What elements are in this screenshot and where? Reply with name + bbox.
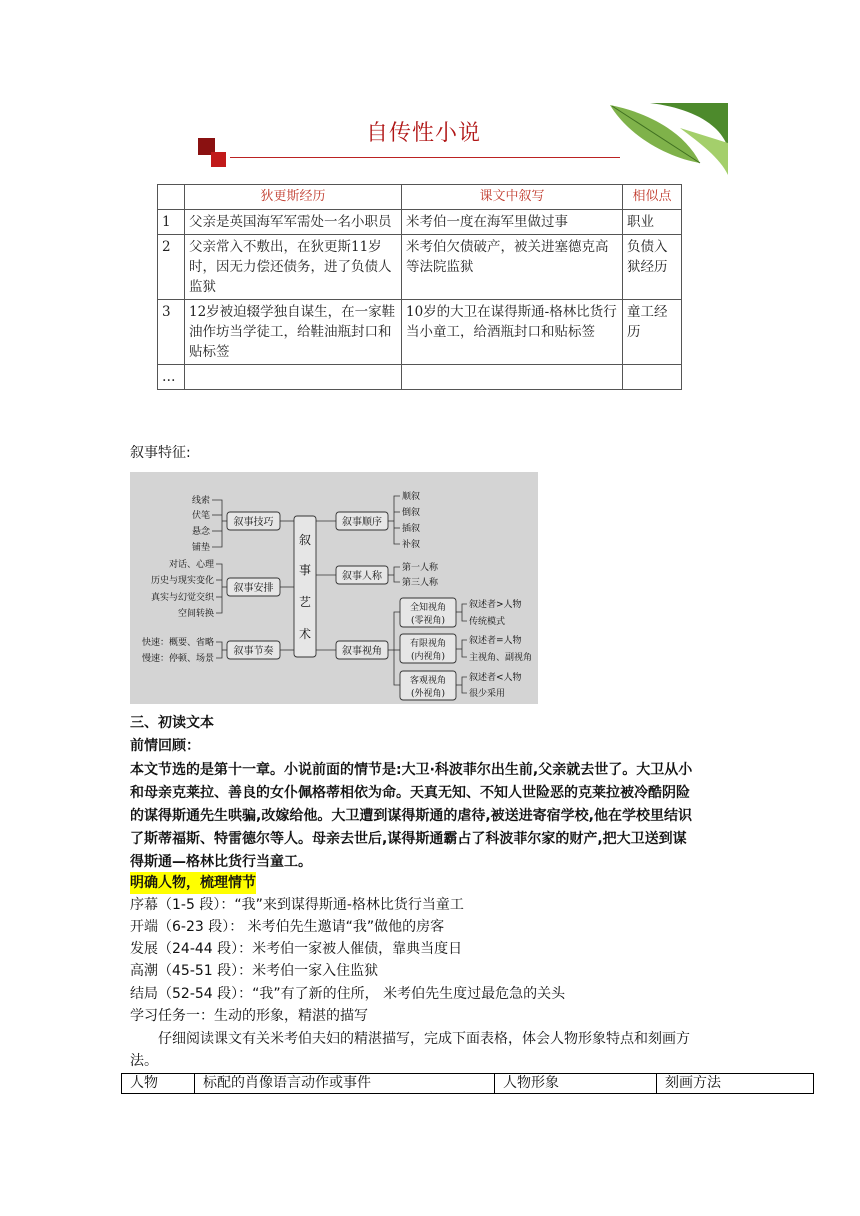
- table-row: [158, 365, 682, 390]
- box-text-order: 叙事顺序: [342, 517, 382, 528]
- header-cell-image: 人物形象: [495, 1074, 657, 1094]
- center-char-0: 叙: [298, 533, 312, 547]
- recap-line-5: 得斯通—格林比货行当童工。: [130, 854, 312, 870]
- diagram-right-1-0: 顺叙: [402, 492, 421, 502]
- table-row: [158, 300, 682, 365]
- row-similar: 职业: [623, 210, 682, 235]
- header-cell-person: 人物: [122, 1074, 195, 1094]
- view-2-item-1: 主视角、副视角: [469, 653, 533, 663]
- center-char-3: 术: [298, 627, 312, 641]
- diagram-left-2-0: 对话、心理: [168, 560, 214, 570]
- table-row: [158, 210, 682, 235]
- instruction-line-2: 法。: [130, 1053, 158, 1069]
- diagram-right-1-1: 倒叙: [402, 508, 421, 518]
- header-cell-method: 刻画方法: [657, 1074, 814, 1094]
- view-3-item-0: 叙述者<人物: [469, 673, 522, 683]
- diagram-left-2-1: 历史与现实变化: [150, 576, 214, 586]
- center-char-1: 事: [298, 563, 312, 577]
- narrative-art-diagram: [130, 472, 538, 704]
- view-2-name-0: 有限视角: [409, 639, 447, 649]
- recap-line-3: 的谋得斯通先生哄骗,改嫁给他。大卫遭到谋得斯通的虐待,被送进寄宿学校,他在学校里结识: [130, 808, 692, 824]
- row-num: 2: [158, 235, 185, 300]
- diagram-right-2-1: 第三人称: [402, 578, 439, 588]
- recap-line-1: 本文节选的是第十一章。小说前面的情节是:大卫·科波菲尔出生前,父亲就去世了。大卫从小: [130, 762, 693, 778]
- view-3-name-0: 客观视角: [409, 676, 447, 686]
- header-cell-description: 标配的肖像语言动作或事件: [195, 1074, 495, 1094]
- diagram-left-1-1: 伏笔: [191, 511, 210, 521]
- comparison-table: [157, 184, 682, 390]
- row-text: 米考伯一度在海军里做过事: [402, 210, 623, 235]
- recap-label: 前情回顾：: [130, 738, 200, 754]
- view-2-name-1: (内视角): [410, 652, 446, 662]
- plot-development: 发展（24-44 段）：米考伯一家被人催债，靠典当度日: [130, 941, 463, 957]
- instruction-line-1: 仔细阅读课文有关米考伯夫妇的精湛描写，完成下面表格，体会人物形象特点和刻画方: [158, 1031, 690, 1047]
- diagram-left-2-3: 空间转换: [177, 609, 214, 619]
- header-cell-dickens: 狄更斯经历: [185, 185, 402, 210]
- row-dickens: 12岁被迫辍学独自谋生，在一家鞋油作坊当学徒工，给鞋油瓶封口和贴标签: [185, 300, 402, 365]
- diagram-right-1-2: 插叙: [402, 524, 421, 534]
- row-text: [402, 365, 623, 390]
- box-text-technique: 叙事技巧: [233, 517, 274, 528]
- view-1-name-0: 全知视角: [409, 603, 447, 613]
- row-similar: [623, 365, 682, 390]
- header-cell-similar: 相似点: [623, 185, 682, 210]
- diagram-left-1-0: 线索: [191, 496, 210, 506]
- row-text: 10岁的大卫在谋得斯通-格林比货行当小童工，给酒瓶封口和贴标签: [402, 300, 623, 365]
- row-similar: 童工经历: [623, 300, 682, 365]
- view-3-name-1: (外视角): [410, 689, 446, 699]
- leaf-decoration: [180, 103, 728, 178]
- narrative-label: 叙事特征:: [130, 445, 191, 461]
- row-num: …: [158, 365, 185, 390]
- section-heading: 三、初读文本: [130, 715, 214, 731]
- center-char-2: 艺: [298, 595, 312, 609]
- highlight-heading: 明确人物，梳理情节: [130, 872, 256, 894]
- banner-title: 自传性小说: [366, 121, 482, 146]
- row-similar: 负债入狱经历: [623, 235, 682, 300]
- recap-line-2: 和母亲克莱拉、善良的女仆佩格蒂相依为命。天真无知、不知人世险恶的克莱拉被冷酷阴险: [130, 785, 690, 801]
- table-header-row: [158, 185, 682, 210]
- table-header-row: [122, 1074, 814, 1094]
- view-1-name-1: (零视角): [410, 616, 446, 626]
- row-text: 米考伯欠债破产，被关进塞德克高等法院监狱: [402, 235, 623, 300]
- diagram-left-1-2: 悬念: [191, 527, 210, 537]
- diagram-left-2-2: 真实与幻觉交织: [150, 593, 214, 603]
- character-analysis-table: [121, 1073, 814, 1094]
- recap-line-4: 了斯蒂福斯、特雷德尔等人。母亲去世后,谋得斯通霸占了科波菲尔家的财产,把大卫送到谋: [130, 831, 687, 847]
- view-2-item-0: 叙述者=人物: [469, 636, 522, 646]
- box-text-view: 叙事视角: [342, 646, 382, 657]
- plot-climax: 高潮（45-51 段）：米考伯一家入住监狱: [130, 963, 379, 979]
- plot-beginning: 开端（6-23 段）： 米考伯先生邀请“我”做他的房客: [130, 919, 445, 935]
- chapter-banner: [180, 103, 728, 178]
- row-num: 1: [158, 210, 185, 235]
- table-row: [158, 235, 682, 300]
- plot-ending: 结局（52-54 段）：“我”有了新的住所， 米考伯先生度过最危急的关头: [130, 986, 566, 1002]
- plot-prologue: 序幕（1-5 段）：“我”来到谋得斯通-格林比货行当童工: [130, 897, 464, 913]
- diagram-right-2-0: 第一人称: [402, 563, 439, 573]
- diagram-left-1-3: 铺垫: [191, 543, 210, 553]
- diagram-left-3-0: 快速：概要、省略: [141, 638, 214, 648]
- header-cell-num: [158, 185, 185, 210]
- diagram-left-3-1: 慢速：停顿、场景: [141, 654, 214, 664]
- view-1-item-1: 传统模式: [469, 617, 506, 627]
- box-text-rhythm: 叙事节奏: [233, 646, 274, 657]
- diagram-right-1-3: 补叙: [402, 540, 421, 550]
- box-text-person: 叙事人称: [342, 571, 382, 582]
- task-heading: 学习任务一：生动的形象，精湛的描写: [130, 1008, 368, 1024]
- box-text-arrangement: 叙事安排: [233, 583, 274, 594]
- header-cell-text: 课文中叙写: [402, 185, 623, 210]
- row-num: 3: [158, 300, 185, 365]
- view-1-item-0: 叙述者>人物: [469, 600, 522, 610]
- row-dickens: 父亲是英国海军军需处一名小职员: [185, 210, 402, 235]
- row-dickens: [185, 365, 402, 390]
- view-3-item-1: 很少采用: [469, 689, 506, 699]
- row-dickens: 父亲常入不敷出，在狄更斯11岁时，因无力偿还债务，进了负债人监狱: [185, 235, 402, 300]
